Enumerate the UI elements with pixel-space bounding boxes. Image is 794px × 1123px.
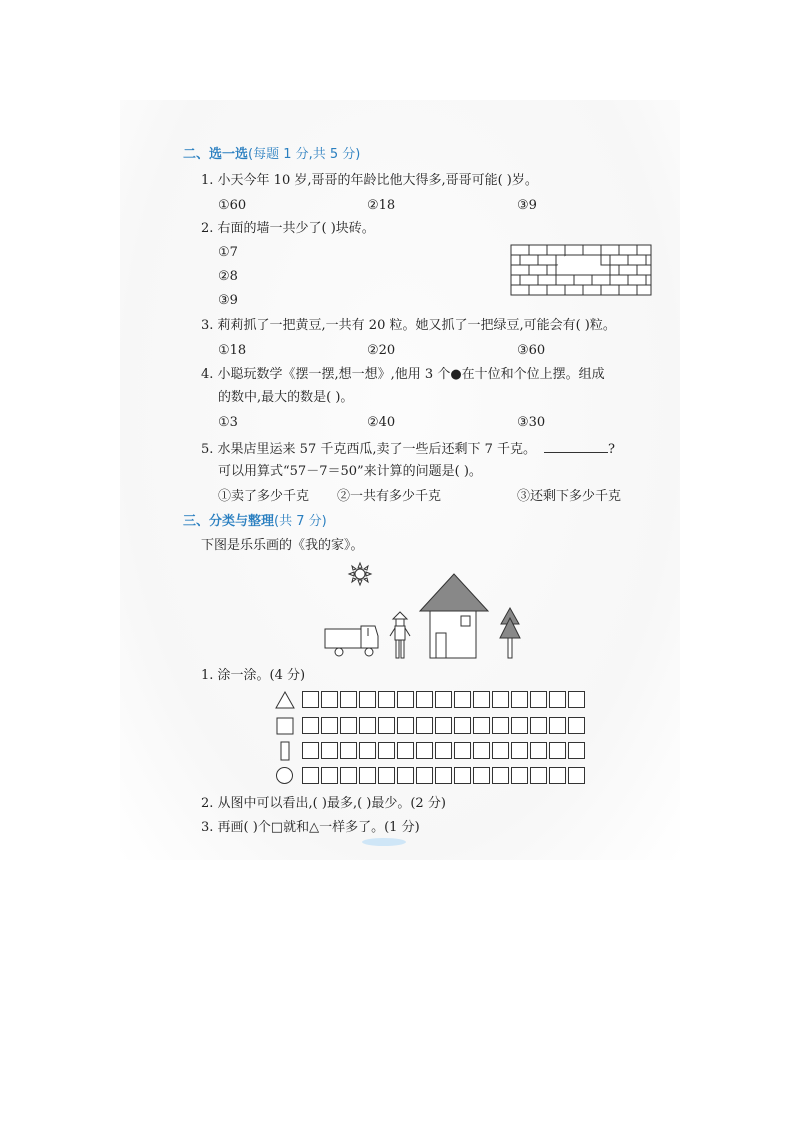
tally-cell[interactable]: [416, 742, 433, 759]
tally-cell[interactable]: [511, 742, 528, 759]
tally-cell[interactable]: [397, 767, 414, 784]
tally-cell[interactable]: [530, 742, 547, 759]
question-2-2-option-b: ②8: [218, 269, 238, 284]
tally-cell[interactable]: [340, 767, 357, 784]
tally-cell[interactable]: [435, 742, 452, 759]
tally-cell[interactable]: [302, 691, 319, 708]
tally-cell[interactable]: [530, 691, 547, 708]
question-2-5-question-mark: ?: [608, 442, 615, 457]
tally-cell[interactable]: [397, 717, 414, 734]
section-2-heading: [183, 147, 360, 163]
tally-cell[interactable]: [454, 742, 471, 759]
tally-cell[interactable]: [359, 691, 376, 708]
tally-cell[interactable]: [416, 691, 433, 708]
brick-wall-figure: [510, 244, 652, 296]
question-2-3-option-c: ③60: [517, 343, 546, 358]
tally-cell[interactable]: [473, 717, 490, 734]
question-2-5-stem-line2: 可以用算式“57－7＝50”来计算的问题是( )。: [218, 464, 482, 479]
question-2-4-option-c: ③30: [517, 415, 546, 430]
tally-cell[interactable]: [549, 742, 566, 759]
section-3-title: 三、分类与整理: [183, 514, 275, 529]
question-2-4-stem-line1: 4. 小聪玩数学《摆一摆,想一想》,他用 3 个●在十位和个位上摆。组成: [201, 367, 605, 382]
question-2-5-stem-line1: [201, 440, 615, 458]
tally-cell[interactable]: [359, 742, 376, 759]
question-2-5-option-b: ②一共有多少千克: [337, 489, 442, 504]
question-2-4-option-a: ①3: [218, 415, 238, 430]
tally-cell[interactable]: [397, 742, 414, 759]
tally-cell[interactable]: [340, 717, 357, 734]
tally-cell[interactable]: [321, 767, 338, 784]
tally-cell[interactable]: [511, 717, 528, 734]
tally-row-rectangle: [302, 742, 587, 759]
question-2-3-option-a: ①18: [218, 343, 247, 358]
question-2-2-stem: 2. 右面的墙一共少了( )块砖。: [201, 221, 375, 236]
tally-cell[interactable]: [549, 717, 566, 734]
tally-row-square: [302, 717, 587, 734]
tally-cell[interactable]: [568, 717, 585, 734]
tally-cell[interactable]: [530, 717, 547, 734]
tally-cell[interactable]: [568, 767, 585, 784]
tally-cell[interactable]: [302, 742, 319, 759]
tally-cell[interactable]: [568, 691, 585, 708]
question-2-3-option-b: ②20: [367, 343, 396, 358]
house-drawing: [420, 574, 488, 658]
tally-cell[interactable]: [435, 691, 452, 708]
tally-cell[interactable]: [549, 767, 566, 784]
truck-drawing: [325, 626, 378, 656]
tally-cell[interactable]: [530, 767, 547, 784]
tally-cell[interactable]: [492, 691, 509, 708]
tally-cell[interactable]: [302, 717, 319, 734]
tally-cell[interactable]: [378, 691, 395, 708]
tally-cell[interactable]: [321, 742, 338, 759]
circle-icon: [275, 766, 294, 785]
question-2-4-stem-line2: 的数中,最大的数是( )。: [218, 390, 354, 405]
tally-cell[interactable]: [416, 717, 433, 734]
my-home-picture: [320, 560, 530, 660]
tally-cell[interactable]: [302, 767, 319, 784]
question-2-3-stem: 3. 莉莉抓了一把黄豆,一共有 20 粒。她又抓了一把绿豆,可能会有( )粒。: [201, 318, 616, 333]
question-2-1-stem: 1. 小天今年 10 岁,哥哥的年龄比他大得多,哥哥可能( )岁。: [201, 173, 538, 188]
question-2-5-stem-text: 5. 水果店里运来 57 千克西瓜,卖了一些后还剩下 7 千克。: [201, 442, 537, 457]
person-drawing: [390, 612, 410, 658]
tally-cell[interactable]: [454, 767, 471, 784]
question-3-3: 3. 再画( )个□就和△一样多了。(1 分): [201, 820, 420, 835]
tally-cell[interactable]: [492, 717, 509, 734]
tally-cell[interactable]: [568, 742, 585, 759]
tally-cell[interactable]: [416, 767, 433, 784]
tally-cell[interactable]: [359, 717, 376, 734]
tally-cell[interactable]: [397, 691, 414, 708]
tally-cell[interactable]: [378, 742, 395, 759]
tally-cell[interactable]: [454, 691, 471, 708]
tree-drawing: [500, 608, 520, 658]
tally-row-circle: [302, 767, 587, 784]
question-2-2-option-c: ③9: [218, 293, 238, 308]
question-2-2-option-a: ①7: [218, 245, 238, 260]
tally-cell[interactable]: [454, 717, 471, 734]
tally-cell[interactable]: [340, 691, 357, 708]
tally-cell[interactable]: [378, 767, 395, 784]
tally-cell[interactable]: [378, 717, 395, 734]
question-2-5-option-c: ③还剩下多少千克: [517, 489, 622, 504]
tally-cell[interactable]: [340, 742, 357, 759]
tally-cell[interactable]: [549, 691, 566, 708]
tally-cell[interactable]: [321, 691, 338, 708]
section-3-intro: 下图是乐乐画的《我的家》。: [201, 538, 364, 553]
tally-cell[interactable]: [492, 767, 509, 784]
question-3-1: 1. 涂一涂。(4 分): [201, 668, 306, 683]
answer-blank-line[interactable]: [544, 440, 608, 453]
question-2-1-option-a: ①60: [218, 198, 247, 213]
tally-row-triangle: [302, 691, 587, 708]
triangle-icon: [275, 691, 295, 709]
section-2-title: 二、选一选: [183, 147, 249, 162]
page-number-badge: [362, 838, 406, 846]
rectangle-icon: [280, 741, 290, 761]
square-icon: [276, 717, 294, 735]
tally-cell[interactable]: [511, 691, 528, 708]
question-2-1-option-c: ③9: [517, 198, 537, 213]
tally-cell[interactable]: [321, 717, 338, 734]
sun-icon: [349, 563, 371, 585]
tally-cell[interactable]: [435, 767, 452, 784]
tally-cell[interactable]: [473, 742, 490, 759]
tally-cell[interactable]: [435, 717, 452, 734]
tally-cell[interactable]: [511, 767, 528, 784]
section-3-score: (共 7 分): [274, 514, 327, 529]
section-2-score: (每题 1 分,共 5 分): [248, 147, 361, 162]
tally-cell[interactable]: [359, 767, 376, 784]
tally-cell[interactable]: [492, 742, 509, 759]
section-3-heading: [183, 514, 327, 530]
question-2-1-option-b: ②18: [367, 198, 396, 213]
tally-cell[interactable]: [473, 767, 490, 784]
question-3-2: 2. 从图中可以看出,( )最多,( )最少。(2 分): [201, 796, 446, 811]
question-2-4-option-b: ②40: [367, 415, 396, 430]
tally-cell[interactable]: [473, 691, 490, 708]
question-2-5-option-a: ①卖了多少千克: [218, 489, 310, 504]
